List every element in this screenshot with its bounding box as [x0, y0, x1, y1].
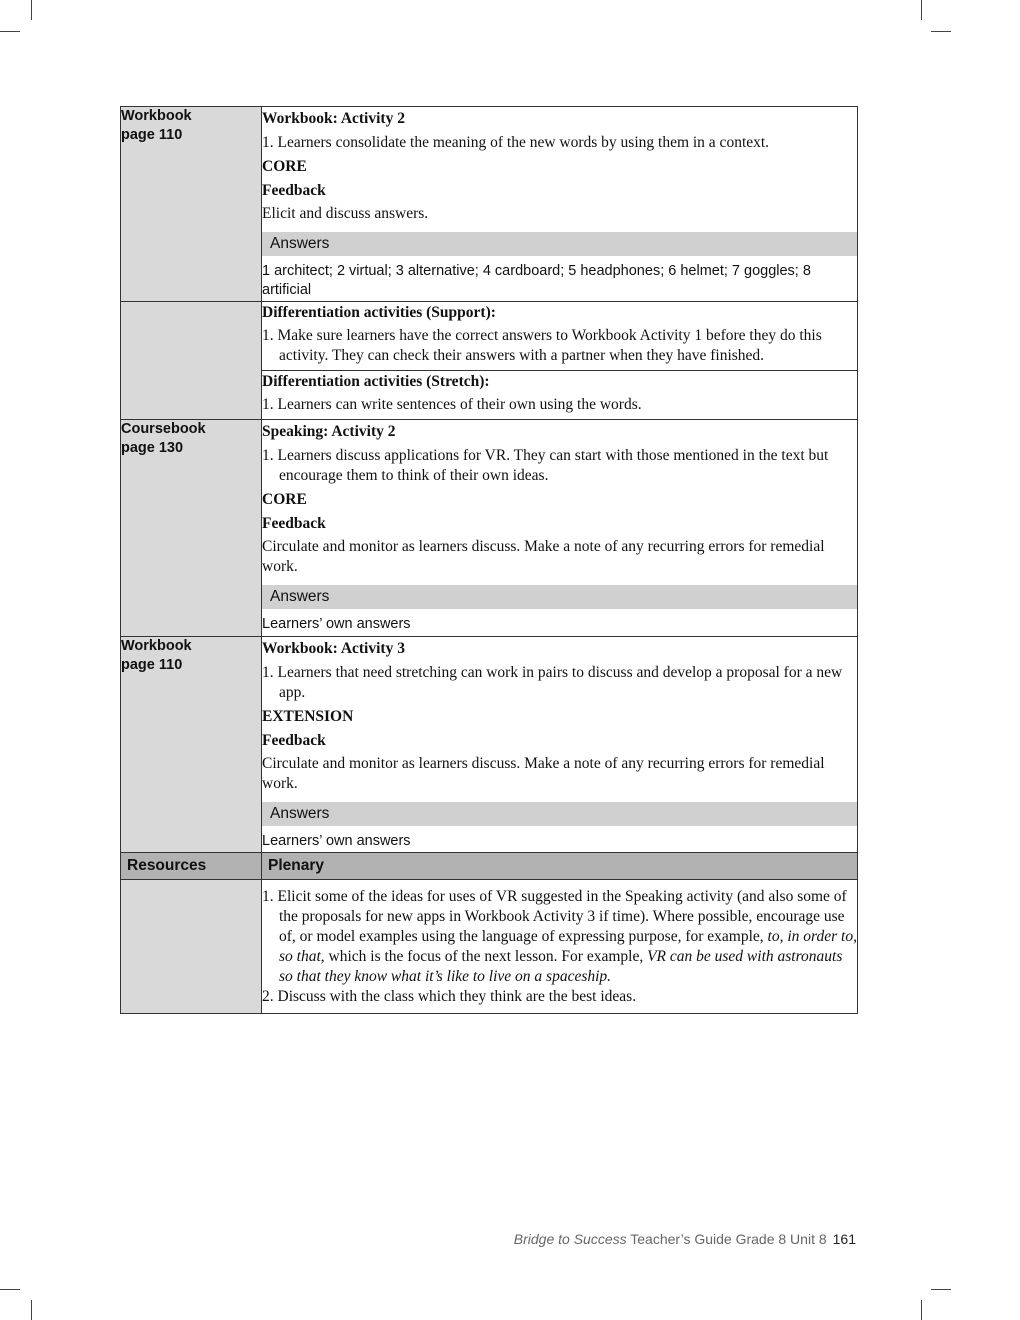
activity-title: Differentiation activities (Stretch):: [262, 373, 490, 390]
plenary-steps: [262, 887, 857, 1007]
answers-text: Learners’ own answers: [262, 832, 411, 849]
answers-text: Learners’ own answers: [262, 616, 411, 632]
answers-header: Answers: [262, 232, 857, 256]
page-footer: [514, 1231, 856, 1247]
feedback-label: Feedback: [262, 515, 326, 532]
activity-steps: [262, 395, 857, 415]
list-item: 2. Discuss with the class which they think are the best ideas.: [262, 988, 637, 1005]
activity-steps: [262, 663, 857, 703]
resource-cell: Workbook page 110: [121, 636, 262, 853]
level-label: CORE: [262, 158, 307, 175]
page-number: 161: [832, 1231, 856, 1247]
crop-mark: [31, 1300, 32, 1320]
plenary-text: , which is the focus of the next lesson. For example,: [320, 948, 648, 965]
activity-steps: [262, 326, 857, 366]
plenary-header: Plenary: [262, 853, 858, 880]
crop-mark: [931, 31, 951, 32]
list-item: 1. Learners consolidate the meaning of the new words by using them in a context.: [262, 134, 770, 151]
plenary-cell: [262, 880, 858, 1014]
activity-cell: [262, 420, 858, 637]
feedback-text: Circulate and monitor as learners discuss. Make a note of any recurring errors for remedial work.: [262, 538, 825, 575]
feedback-text: Circulate and monitor as learners discuss. Make a note of any recurring errors for remedial work.: [262, 754, 825, 792]
resource-cell: [121, 880, 262, 1014]
level-label: EXTENSION: [262, 707, 354, 725]
table-row: [121, 636, 858, 853]
feedback-text: Elicit and discuss answers.: [262, 205, 429, 222]
plenary-text: 1. Elicit some of the ideas for uses of VR suggested in the Speaking activity (and also some of the proposals for new apps in Workbook Activity 3 if time). Where possible, encourage use of, or model examples using the language of expressing purpose, for example,: [262, 888, 847, 945]
table-row: [121, 880, 858, 1014]
plenary-example-words: to, in order to, so that: [279, 928, 857, 965]
activity-cell: [262, 371, 858, 420]
plenary-example-sentence: VR can be used with astronauts so that they know what it’s like to live on a spaceship.: [279, 948, 843, 985]
list-item: 1. Learners discuss applications for VR. They can start with those mentioned in the text but encourage them to think of their own ideas.: [262, 447, 829, 484]
activity-cell: [262, 636, 858, 853]
answers-text: 1 architect; 2 virtual; 3 alternative; 4 cardboard; 5 headphones; 6 helmet; 7 goggles; 8 artificial: [262, 263, 811, 298]
table-row: [121, 107, 858, 302]
list-item: 1. Learners that need stretching can work in pairs to discuss and develop a proposal for a new app.: [262, 663, 843, 701]
resources-header: Resources: [121, 853, 262, 880]
table-row: [121, 420, 858, 637]
activity-title: Speaking: Activity 2: [262, 423, 396, 440]
activity-title: Workbook: Activity 3: [262, 639, 405, 657]
resource-cell: Coursebook page 130: [121, 420, 262, 637]
lesson-plan-table: [120, 106, 858, 1014]
guide-title: Teacher’s Guide Grade 8 Unit 8: [626, 1231, 827, 1247]
activity-title: Differentiation activities (Support):: [262, 304, 496, 321]
list-item: 1. Learners can write sentences of their own using the words.: [262, 396, 642, 413]
crop-mark: [0, 1289, 20, 1290]
book-title: Bridge to Success: [513, 1231, 627, 1247]
feedback-label: Feedback: [262, 731, 326, 749]
activity-cell: [262, 107, 858, 302]
activity-steps: [262, 446, 857, 486]
list-item: 1. Make sure learners have the correct answers to Workbook Activity 1 before they do this activity. They can check their answers with a partner when they have finished.: [262, 327, 822, 364]
crop-mark: [31, 0, 32, 20]
activity-title: Workbook: Activity 2: [262, 110, 405, 127]
table-row: [121, 302, 858, 371]
list-item: [262, 887, 857, 987]
plenary-header-row: [121, 853, 858, 880]
crop-mark: [931, 1289, 951, 1290]
feedback-label: Feedback: [262, 182, 326, 199]
level-label: CORE: [262, 491, 307, 508]
activity-cell: [262, 302, 858, 371]
resource-cell: [121, 302, 262, 420]
crop-mark: [921, 1300, 922, 1320]
answers-header: Answers: [262, 585, 857, 609]
answers-header: Answers: [262, 802, 857, 826]
crop-mark: [921, 0, 922, 20]
activity-steps: [262, 133, 857, 153]
resource-cell: Workbook page 110: [121, 107, 262, 302]
crop-mark: [0, 31, 20, 32]
